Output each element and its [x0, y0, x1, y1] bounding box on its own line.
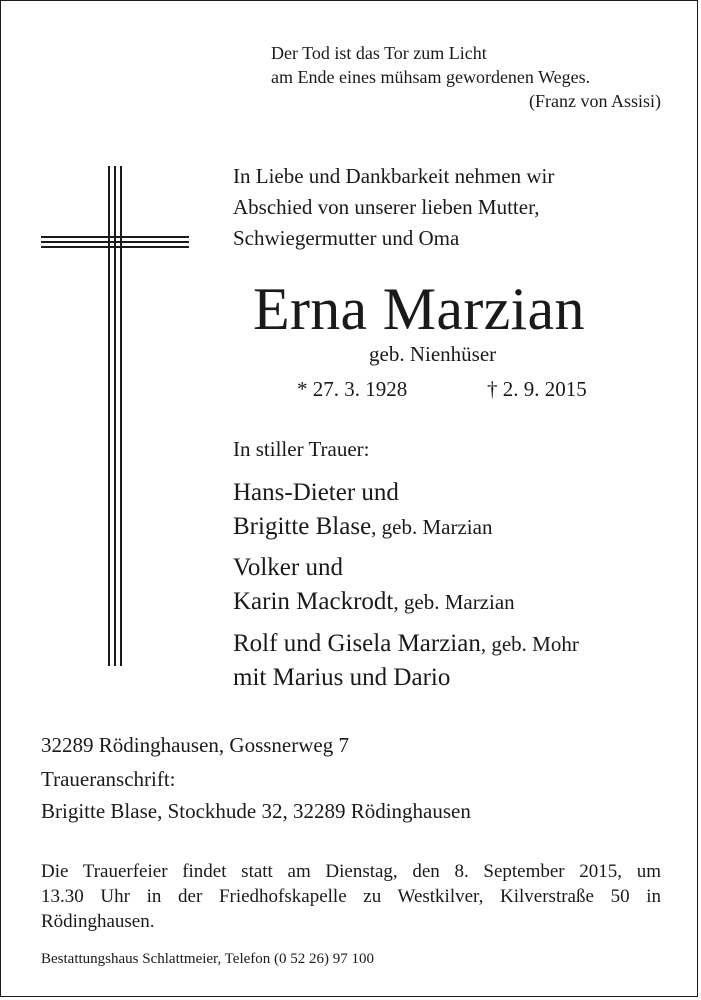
mourning-address: Brigitte Blase, Stockhude 32, 32289 Rödinghausen — [41, 799, 471, 823]
mourners-heading: In stiller Trauer: — [233, 437, 370, 461]
deceased-name: Erna Marzian — [253, 276, 585, 342]
cross-icon — [41, 166, 189, 666]
mourner-line — [233, 512, 492, 542]
mourner-line — [233, 478, 399, 508]
mourner-name: Brigitte Blase — [233, 513, 372, 540]
mourner-line — [233, 587, 515, 617]
ceremony-line-2: 13.30 Uhr in der Friedhofskapelle zu Westkilver, Kilverstraße 50 in — [41, 886, 661, 907]
quote-line-2: am Ende eines mühsam gewordenen Weges. — [271, 67, 591, 87]
undertaker-info: Bestattungshaus Schlattmeier, Telefon (0 52 26) 97 100 — [41, 951, 375, 967]
mourner-name: Karin Mackrodt — [233, 588, 394, 615]
intro-line-2: Abschied von unserer lieben Mutter, — [233, 195, 540, 219]
mourner-line — [233, 629, 579, 659]
maiden-name: geb. Nienhüser — [369, 342, 497, 366]
mourner-name: Hans-Dieter und — [233, 479, 399, 506]
mourner-suffix: , geb. Mohr — [480, 632, 579, 656]
mourner-suffix: , geb. Marzian — [393, 590, 515, 614]
intro-line-3: Schwiegermutter und Oma — [233, 226, 460, 250]
mourning-address-label: Traueranschrift: — [41, 767, 176, 791]
mourner-name: Volker und — [233, 554, 343, 581]
mourner-line — [233, 663, 450, 693]
home-address: 32289 Rödinghausen, Gossnerweg 7 — [41, 733, 349, 757]
ceremony-line-3: Rödinghausen. — [41, 911, 155, 932]
intro-line-1: In Liebe und Dankbarkeit nehmen wir — [233, 164, 555, 188]
ceremony-line-1: Die Trauerfeier findet statt am Dienstag, den 8. September 2015, um — [41, 861, 661, 882]
mourner-name: mit Marius und Dario — [233, 664, 451, 691]
quote-line-1: Der Tod ist das Tor zum Licht — [271, 43, 487, 63]
mourner-suffix: , geb. Marzian — [371, 515, 493, 539]
death-date: † 2. 9. 2015 — [487, 377, 587, 401]
quote-author: (Franz von Assisi) — [529, 91, 661, 111]
mourner-line — [233, 553, 343, 583]
birth-date: * 27. 3. 1928 — [297, 377, 408, 401]
mourner-name: Rolf und Gisela Marzian — [233, 630, 481, 657]
